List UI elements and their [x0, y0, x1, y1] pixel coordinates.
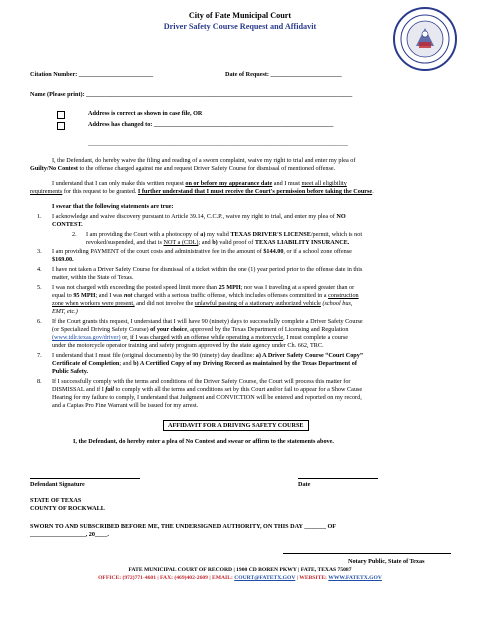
statement-6: 6.: [37, 318, 42, 325]
citation-number-field[interactable]: Citation Number: ________________________: [30, 71, 154, 78]
statement-6-line3: (www.tdlr.texas.gov/driver) or, if I was charged with an offense while operating a motorcycle, I must complete a course: [52, 334, 349, 341]
statement-1-line2: CONTEST.: [52, 221, 83, 228]
state-label: STATE OF TEXAS: [30, 497, 82, 504]
statement-1: 1.: [37, 213, 42, 220]
statement-6-line4: under the motorcycle operator training and safety program approved by the state agency under Ch. 662, TRC.: [52, 342, 324, 349]
address-changed-checkbox[interactable]: [57, 122, 65, 130]
statement-7-line3: Public Safety.: [52, 368, 89, 375]
address-correct-checkbox[interactable]: [57, 111, 65, 119]
county-label: COUNTY OF ROCKWALL: [30, 505, 105, 512]
statement-4: 4.: [37, 266, 42, 273]
date-of-request-field[interactable]: Date of Request: _______________________: [225, 71, 342, 78]
footer-contact: OFFICE: (972)771-4601 | FAX: (469)402-2609 | EMAIL: COURT@FATETX.GOV | WEBSITE: WWW.FATETX.GOV: [98, 575, 382, 581]
tdlr-link[interactable]: (www.tdlr.texas.gov/driver): [52, 334, 121, 341]
date-label: Date: [298, 481, 311, 488]
understand-text-line1: I understand that I can only make this written request on or before my appearance date and I must meet all eligibility: [52, 180, 347, 187]
statement-8-line2: DISMISSAL and if I fail to comply with all the terms and conditions set by this Court and/or fail to appear for a Show Cause: [52, 386, 363, 393]
statement-6-line2: (or Specialized Driving Safety Course) of your choice, approved by the Texas Department of Licensing and Regulation: [52, 326, 349, 333]
website-link[interactable]: WWW.FATETX.GOV: [328, 575, 382, 581]
name-field[interactable]: Name (Please print): ______________________________________________________________________________________: [30, 91, 353, 98]
statement-4-line2: matter, within the State of Texas.: [52, 274, 134, 281]
address-line-2-field[interactable]: ____________________________________________________________________________________: [88, 140, 348, 147]
statement-7-line2: Certificate of Completion; and b) A Certified Copy of my Driving Record as maintained by the Texas Department of: [52, 360, 357, 367]
footer-address: FATE MUNICIPAL COURT OF RECORD | 1900 CD BOREN PKWY | FATE, TEXAS 75087: [128, 567, 352, 573]
signature-line[interactable]: [30, 478, 140, 479]
statement-8-line3: Hearing for my failure to comply, I understand that Judgment and CONVICTION will be entered and reported on my record,: [52, 394, 362, 401]
statement-4-line1: I have not taken a Driver Safety Course for dismissal of a ticket within the one (1) year period prior to the offense date in this: [52, 266, 363, 273]
understand-text-line2: requirements for this request to be granted. I further understand that I must receive the Court's permission before taking the Course.: [30, 188, 374, 195]
statement-8-line1: If I successfully comply with the terms and conditions of the Driver Safety Course, the Court will process this matter for: [52, 378, 351, 385]
form-title: Driver Safety Course Request and Affidavit: [163, 22, 317, 31]
statement-5-line3: zone when workers were present, and did not involve the unlawful passing of a stationary authorized vehicle (school bus,: [52, 300, 353, 307]
court-seal-icon: [392, 6, 458, 72]
statement-2-line1: I am providing the Court with a photocopy of a) my valid TEXAS DRIVER'S LICENSE/permit, which is not: [86, 231, 363, 238]
notary-signature-line[interactable]: [283, 553, 451, 554]
address-changed-field[interactable]: Address has changed to: __________________________________________________________: [88, 121, 334, 128]
statement-3-line1: I am providing PAYMENT of the court costs and administrative fee in the amount of $144.00, or if a school zone offense: [52, 248, 352, 255]
statement-5-line4: EMT, etc.): [52, 308, 78, 315]
statement-2-line2: revoked/suspended, and that is NOT a (CDL); and b) valid proof of TEXAS LIABILITY INSURANCE.: [86, 239, 350, 246]
email-link[interactable]: COURT@FATETX.GOV: [234, 575, 296, 581]
waiver-text-line2: Guilty/No Contest to the offense charged against me and request Driver Safety Course for dismissal of mentioned offense.: [30, 165, 336, 172]
statement-3-line2: $169.00.: [52, 256, 74, 263]
statement-2: 2.: [72, 231, 77, 238]
signature-label: Defendant Signature: [30, 481, 85, 488]
affidavit-title: AFFIDAVIT FOR A DRIVING SAFETY COURSE: [163, 420, 309, 431]
statement-7: 7.: [37, 352, 42, 359]
court-name: City of Fate Municipal Court: [188, 11, 292, 20]
waiver-text-line1: I, the Defendant, do hereby waive the filing and reading of a sworn complaint, waive my right to trial and enter my plea of: [52, 157, 356, 164]
statement-6-line1: If the Court grants this request, I understand that I will have 90 (ninety) days to successfully complete a Driver Safety Course: [52, 318, 363, 325]
address-correct-label: Address is correct as shown in case file, OR: [88, 110, 203, 117]
sworn-text-line2: __________________, 20____.: [30, 531, 109, 538]
date-line[interactable]: [298, 478, 378, 479]
swear-heading: I swear that the following statements are true:: [52, 203, 174, 210]
sworn-text-line1: SWORN TO AND SUBSCRIBED BEFORE ME, THE UNDERSIGNED AUTHORITY, ON THIS DAY _______ OF: [30, 523, 337, 530]
statement-1-line1: I acknowledge and waive discovery pursuant to Article 39.14, C.C.P., waive my right to trial, and enter my plea of NO: [52, 213, 346, 220]
statement-8: 8.: [37, 378, 42, 385]
statement-5-line1: I was not charged with exceeding the posted speed limit more than 25 MPH; nor was I traveling at a speed greater than or: [52, 284, 355, 291]
statement-8-line4: and a Capias Pro Fine Warrant will be issued for my arrest.: [52, 402, 199, 409]
statement-5-line2: equal to 95 MPH; and I was not charged with a serious traffic offense, which includes offenses committed in a construction: [52, 292, 359, 299]
affidavit-plea: I, the Defendant, do hereby enter a plea of No Contest and swear or affirm to the statements above.: [73, 438, 334, 445]
statement-5: 5.: [37, 284, 42, 291]
notary-label: Notary Public, State of Texas: [348, 558, 425, 565]
statement-7-line1: I understand that I must file (original documents) by the 90 (ninety) day deadline: a) A Driver Safety Course “Court Copy”: [52, 352, 363, 359]
statement-3: 3.: [37, 248, 42, 255]
